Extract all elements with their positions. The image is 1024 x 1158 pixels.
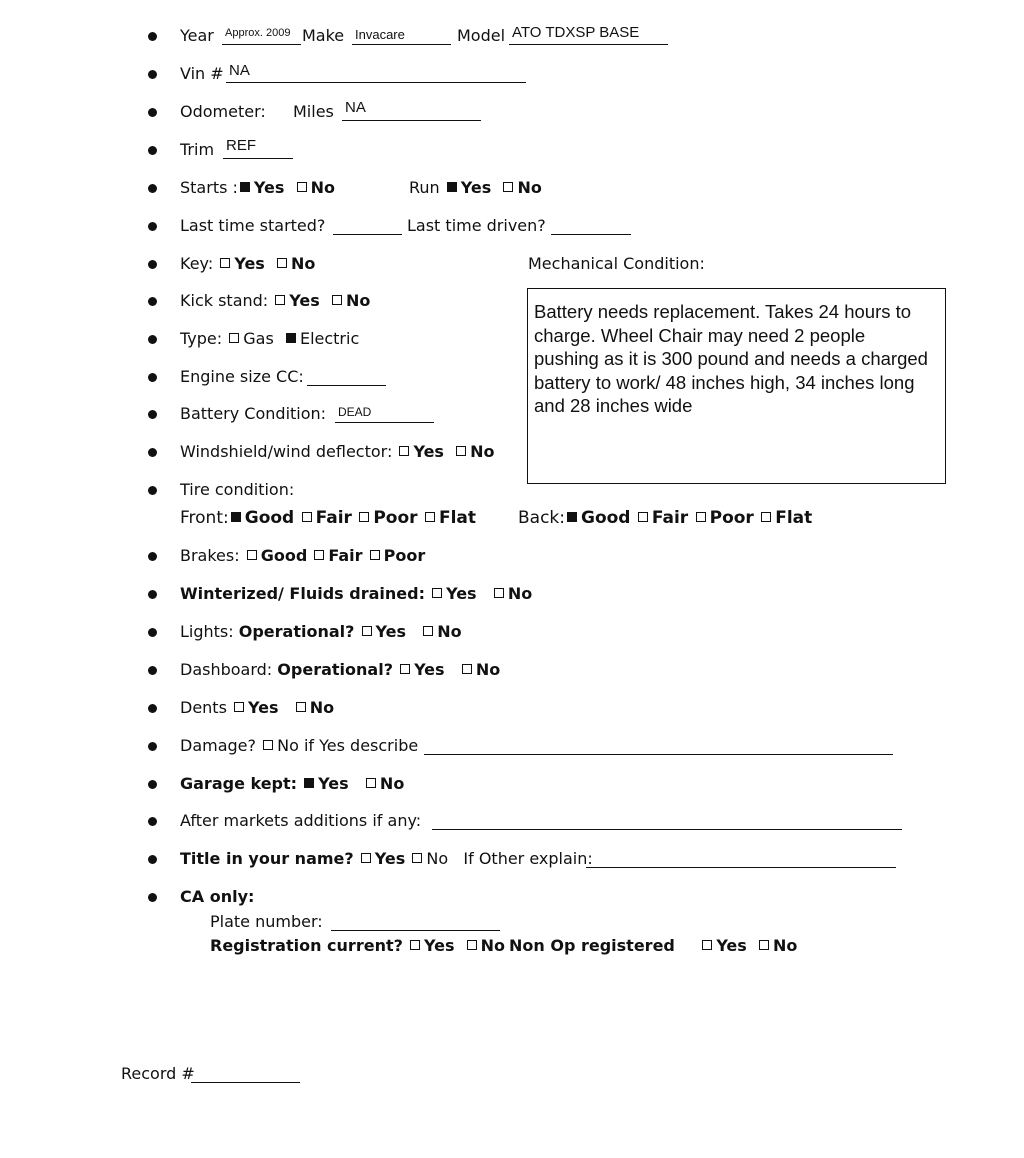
damage-row — [180, 738, 418, 754]
brakes-fair-label: Fair — [328, 546, 363, 565]
nonop-yes-label: Yes — [716, 936, 747, 955]
model-line — [509, 44, 668, 45]
type-row — [180, 331, 359, 347]
trim-label: Trim — [180, 140, 215, 159]
key-no-checkbox[interactable] — [277, 258, 287, 268]
run-yes-checkbox[interactable] — [447, 182, 457, 192]
winterized-no-checkbox[interactable] — [494, 588, 504, 598]
miles-value[interactable]: NA — [345, 99, 366, 116]
back-good-label: Good — [581, 508, 631, 528]
garage-no-checkbox[interactable] — [366, 778, 376, 788]
dashboard-no-label: No — [475, 660, 501, 679]
aftermarket-label: After markets additions if any: — [180, 811, 422, 830]
ca-label: CA only: — [180, 887, 255, 906]
bullet — [148, 590, 157, 599]
type-electric-checkbox[interactable] — [286, 333, 296, 343]
bullet — [148, 260, 157, 269]
starts-label: Starts : — [180, 178, 238, 197]
front-fair-label: Fair — [315, 508, 352, 528]
title-label: Title in your name? — [180, 849, 354, 868]
registration-yes-checkbox[interactable] — [410, 940, 420, 950]
back-flat-label: Flat — [775, 508, 813, 528]
bullet — [148, 628, 157, 637]
lights-row — [180, 624, 462, 640]
trim-value[interactable]: REF — [226, 137, 256, 154]
bullet — [148, 855, 157, 864]
bullet — [148, 666, 157, 675]
kickstand-label: Kick stand: — [180, 291, 269, 310]
battery-label: Battery Condition: — [180, 404, 327, 423]
mechanical-condition-label: Mechanical Condition: — [528, 254, 705, 273]
brakes-good-checkbox[interactable] — [247, 550, 257, 560]
mechanical-condition-text: Battery needs replacement. Takes 24 hours to charge. Wheel Chair may need 2 people pushing as it is 300 pound and needs a charged battery to work/ 48 inches high, 34 inches long and 28 inches wide — [534, 301, 928, 416]
plate-label: Plate number: — [210, 912, 323, 931]
make-value[interactable]: Invacare — [355, 27, 405, 42]
tire-front-label: Front: — [180, 508, 229, 528]
nonop-label: Non Op registered — [509, 936, 675, 955]
record-line — [191, 1082, 300, 1083]
dashboard-label: Dashboard: — [180, 660, 273, 679]
winterized-no-label: No — [507, 584, 533, 603]
back-flat-checkbox[interactable] — [761, 512, 771, 522]
front-good-label: Good — [244, 508, 295, 528]
title-other-label: If Other explain: — [463, 849, 593, 868]
bullet — [148, 486, 157, 495]
last-driven-label: Last time driven? — [407, 216, 546, 235]
bullet — [148, 297, 157, 306]
run-yes-label: Yes — [460, 178, 492, 197]
garage-row — [180, 776, 404, 792]
title-row — [180, 851, 593, 867]
back-good-checkbox[interactable] — [567, 512, 577, 522]
brakes-poor-checkbox[interactable] — [370, 550, 380, 560]
bullet — [148, 32, 157, 41]
kickstand-yes-label: Yes — [289, 291, 320, 310]
nonop-row — [509, 938, 797, 954]
year-label: Year — [180, 26, 214, 45]
back-poor-label: Poor — [709, 508, 754, 528]
last-started-line — [333, 234, 402, 235]
bullet — [148, 552, 157, 561]
bullet — [148, 410, 157, 419]
dashboard-row — [180, 662, 500, 678]
dents-yes-label: Yes — [248, 698, 279, 717]
back-fair-label: Fair — [651, 508, 689, 528]
engine-label: Engine size CC: — [180, 367, 304, 386]
windshield-label: Windshield/wind deflector: — [180, 442, 393, 461]
registration-yes-label: Yes — [423, 936, 455, 955]
tire-back-label: Back: — [518, 508, 565, 528]
starts-no-checkbox[interactable] — [297, 182, 307, 192]
garage-yes-checkbox[interactable] — [304, 778, 314, 788]
dents-no-checkbox[interactable] — [296, 702, 306, 712]
bullet — [148, 222, 157, 231]
front-poor-label: Poor — [373, 508, 418, 528]
last-driven-line — [551, 234, 631, 235]
title-yes-checkbox[interactable] — [361, 853, 371, 863]
title-no-checkbox[interactable] — [412, 853, 422, 863]
aftermarket-line — [432, 829, 902, 830]
starts-yes-checkbox[interactable] — [240, 182, 250, 192]
dents-yes-checkbox[interactable] — [234, 702, 244, 712]
title-yes-label: Yes — [374, 849, 406, 868]
starts-row — [180, 180, 335, 196]
winterized-yes-label: Yes — [446, 584, 477, 603]
type-electric-label: Electric — [299, 329, 360, 348]
nonop-no-checkbox[interactable] — [759, 940, 769, 950]
vin-line — [226, 82, 526, 83]
key-yes-label: Yes — [234, 254, 265, 273]
winterized-yes-checkbox[interactable] — [432, 588, 442, 598]
starts-no-label: No — [310, 178, 335, 197]
type-gas-label: Gas — [243, 329, 274, 348]
record-label: Record # — [121, 1064, 195, 1083]
kickstand-yes-checkbox[interactable] — [275, 295, 285, 305]
miles-line — [342, 120, 481, 121]
registration-label: Registration current? — [210, 936, 403, 955]
front-poor-checkbox[interactable] — [359, 512, 369, 522]
run-no-label: No — [517, 178, 542, 197]
battery-line — [335, 422, 434, 423]
tire-front-row — [180, 510, 476, 527]
windshield-no-label: No — [470, 442, 495, 461]
bullet — [148, 742, 157, 751]
front-flat-label: Flat — [438, 508, 476, 528]
damage-no-checkbox[interactable] — [263, 740, 273, 750]
make-line — [352, 44, 451, 45]
make-label: Make — [302, 26, 345, 45]
bullet — [148, 373, 157, 382]
bullet — [148, 108, 157, 117]
front-fair-checkbox[interactable] — [302, 512, 312, 522]
key-yes-checkbox[interactable] — [220, 258, 230, 268]
lights-no-checkbox[interactable] — [423, 626, 433, 636]
lights-question: Operational? — [238, 622, 355, 641]
windshield-yes-checkbox[interactable] — [399, 446, 409, 456]
mechanical-condition-box[interactable] — [527, 288, 946, 484]
lights-no-label: No — [437, 622, 462, 641]
bullet — [148, 70, 157, 79]
odometer-label: Odometer: — [180, 102, 266, 121]
bullet — [148, 780, 157, 789]
back-fair-checkbox[interactable] — [638, 512, 648, 522]
bullet — [148, 704, 157, 713]
plate-line — [331, 930, 500, 931]
run-label: Run — [409, 178, 440, 197]
garage-no-label: No — [379, 774, 405, 793]
year-value[interactable]: Approx. 2009 — [225, 27, 291, 39]
bullet — [148, 817, 157, 826]
brakes-good-label: Good — [260, 546, 308, 565]
kickstand-row — [180, 293, 370, 309]
vin-value[interactable]: NA — [229, 62, 250, 79]
lights-yes-label: Yes — [375, 622, 407, 641]
key-row — [180, 256, 315, 272]
lights-yes-checkbox[interactable] — [362, 626, 372, 636]
model-label: Model — [457, 26, 506, 45]
brakes-poor-label: Poor — [383, 546, 426, 565]
brakes-fair-checkbox[interactable] — [314, 550, 324, 560]
winterized-row — [180, 586, 532, 602]
nonop-no-label: No — [772, 936, 798, 955]
nonop-yes-checkbox[interactable] — [702, 940, 712, 950]
bullet — [148, 335, 157, 344]
kickstand-no-label: No — [345, 291, 371, 310]
dents-no-label: No — [309, 698, 335, 717]
dashboard-yes-label: Yes — [414, 660, 445, 679]
starts-yes-label: Yes — [253, 178, 285, 197]
title-other-line — [586, 867, 896, 868]
windshield-no-checkbox[interactable] — [456, 446, 466, 456]
trim-line — [223, 158, 293, 159]
dashboard-yes-checkbox[interactable] — [400, 664, 410, 674]
engine-line — [307, 385, 386, 386]
last-started-label: Last time started? — [180, 216, 326, 235]
windshield-row — [180, 444, 495, 460]
front-flat-checkbox[interactable] — [425, 512, 435, 522]
kickstand-no-checkbox[interactable] — [332, 295, 342, 305]
type-gas-checkbox[interactable] — [229, 333, 239, 343]
bullet — [148, 893, 157, 902]
winterized-label: Winterized/ Fluids drained: — [180, 584, 425, 603]
damage-label: Damage? — [180, 736, 257, 755]
front-good-checkbox[interactable] — [231, 512, 241, 522]
dents-row — [180, 700, 334, 716]
registration-no-checkbox[interactable] — [467, 940, 477, 950]
tire-back-row — [518, 510, 812, 527]
year-line — [222, 44, 301, 45]
damage-describe-label: if Yes describe — [303, 736, 419, 755]
windshield-yes-label: Yes — [413, 442, 444, 461]
garage-yes-label: Yes — [318, 774, 349, 793]
lights-label: Lights: — [180, 622, 234, 641]
dashboard-no-checkbox[interactable] — [462, 664, 472, 674]
vin-label: Vin # — [180, 64, 224, 83]
run-row — [409, 180, 542, 196]
garage-label: Garage kept: — [180, 774, 298, 793]
brakes-row — [180, 548, 425, 564]
dents-label: Dents — [180, 698, 227, 717]
registration-no-label: No — [480, 936, 506, 955]
key-label: Key: — [180, 254, 214, 273]
damage-no-label: No — [277, 736, 299, 755]
tire-label: Tire condition: — [180, 480, 295, 499]
run-no-checkbox[interactable] — [503, 182, 513, 192]
back-poor-checkbox[interactable] — [696, 512, 706, 522]
bullet — [148, 146, 157, 155]
dashboard-question: Operational? — [277, 660, 393, 679]
model-value[interactable]: ATO TDXSP BASE — [512, 24, 640, 41]
registration-row — [210, 938, 505, 954]
title-no-label: No — [426, 849, 449, 868]
key-no-label: No — [291, 254, 316, 273]
miles-label: Miles — [293, 102, 334, 121]
type-label: Type: — [180, 329, 223, 348]
damage-line — [424, 754, 893, 755]
battery-value[interactable]: DEAD — [338, 405, 372, 419]
brakes-label: Brakes: — [180, 546, 240, 565]
bullet — [148, 448, 157, 457]
bullet — [148, 184, 157, 193]
